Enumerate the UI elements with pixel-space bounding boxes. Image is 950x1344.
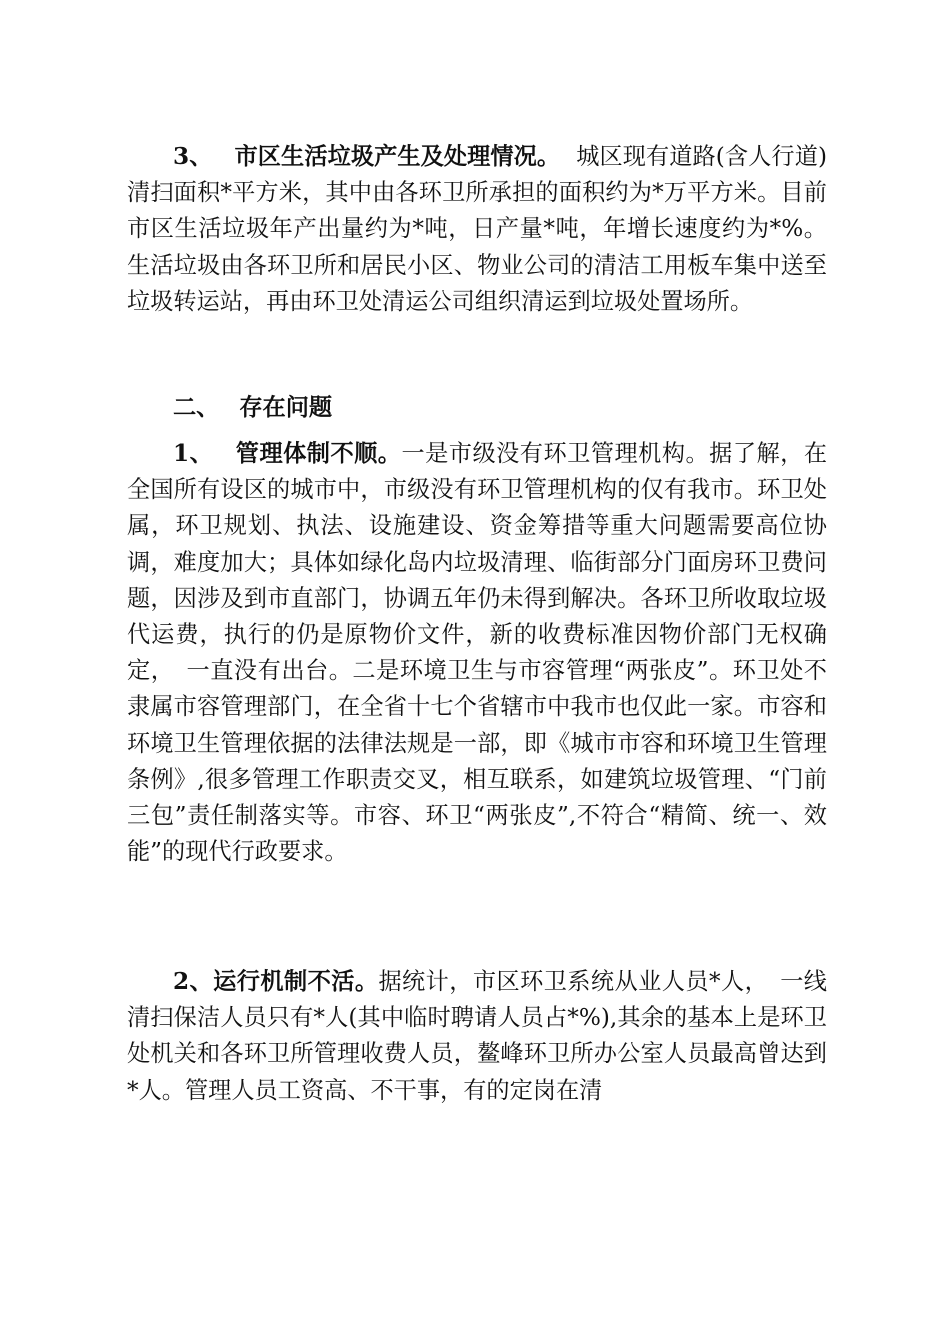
problem-1-body: 一是市级没有环卫管理机构。据了解，在全国所有设区的城市中，市级没有环卫管理机构的仅有我市。环卫处属，环卫规划、执法、设施建设、资金筹措等重大问题需要高位协调，难度加大；具体如绿化岛内垃圾清理、临街部分门面房环卫费问题，因涉及到市直部门，协调五年仍未得到解决。各环卫所收取垃圾代运费，执行的仍是原物价文件，新的收费标准因物价部门无权确定， 一直没有出台。二是环境卫生与市容管理“两张皮”。环卫处不隶属市容管理部门，在全省十七个省辖市中我市也仅此一家。市容和环境卫生管理依据的法律法规是一部，即《城市市容和环境卫生管理条例》,很多管理工作职责交叉，相互联系，如建筑垃圾管理、“门前三包”责任制落实等。市容、环卫“两张皮”,不符合“精简、统一、效能”的现代行政要求。 — [127, 440, 828, 866]
section-3-number: 3、 — [173, 143, 213, 170]
paragraph-section-3 — [127, 139, 827, 320]
heading-problems-title: 存在问题 — [239, 394, 333, 421]
problem-2-number: 2、 — [173, 968, 214, 995]
paragraph-problem-1 — [127, 436, 827, 870]
section-3-body: 城区现有道路(含人行道)清扫面积*平方米，其中由各环卫所承担的面积约为*万平方米。目前市区生活垃圾年产出量约为*吨，日产量*吨，年增长速度约为*%。生活垃圾由各环卫所和居民小区、物业公司的清洁工用板车集中送至垃圾转运站，再由环卫处清运公司组织清运到垃圾处置场所。 — [127, 143, 827, 315]
problem-2-title: 运行机制不活。 — [213, 968, 379, 995]
problem-1-number: 1、 — [173, 440, 214, 467]
problem-2-body: 据统计，市区环卫系统从业人员*人， 一线清扫保洁人员只有*人(其中临时聘请人员占*%),其余的基本上是环卫处机关和各环卫所管理收费人员，鳌峰环卫所办公室人员最高曾达到*人。管理人员工资高、不干事，有的定岗在清 — [127, 968, 827, 1104]
paragraph-problem-2 — [127, 964, 827, 1109]
heading-problems — [173, 390, 823, 426]
section-3-title: 市区生活垃圾产生及处理情况。 — [234, 143, 561, 170]
problem-1-title: 管理体制不顺。 — [235, 440, 402, 467]
heading-problems-number: 二、 — [173, 394, 220, 421]
